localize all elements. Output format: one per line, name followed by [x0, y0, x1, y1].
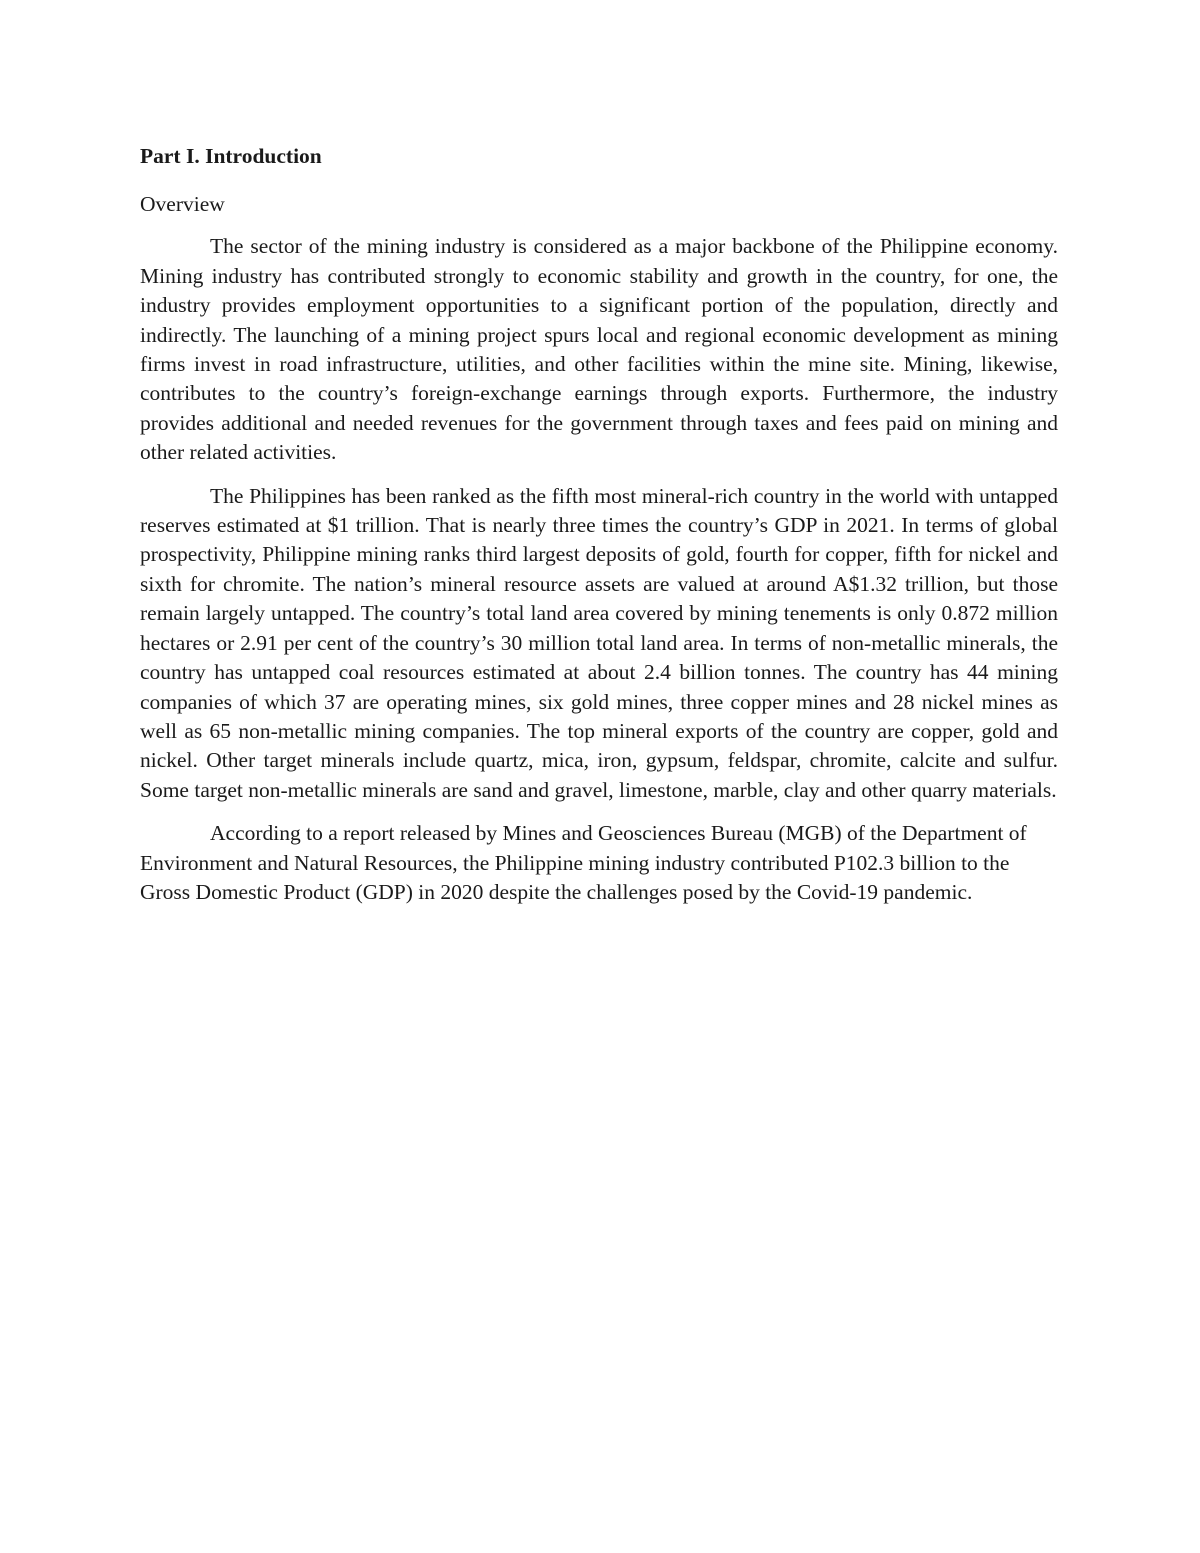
paragraph-mgb-report: According to a report released by Mines and Geosciences Bureau (MGB) of the Department of Environment and Natural Resources, the Philippine mining industry contributed P102.3 billion to the Gross Domestic Product (GDP) in 2020 despite the challenges posed by the Covid-19 pandemic. — [140, 821, 1027, 904]
section-heading: Part I. Introduction — [140, 144, 322, 168]
section-subheading: Overview — [140, 192, 225, 216]
paragraph-mineral-resources: The Philippines has been ranked as the fifth most mineral-rich country in the world with untapped reserves estimated at $1 trillion. That is nearly three times the country’s GDP in 2021. In terms of global prospectivity, Philippine mining ranks third largest deposits of gold, fourth for copper, fifth for nickel and sixth for chromite. The nation’s mineral resource assets are valued at around A$1.32 trillion, but those remain largely untapped. The country’s total land area covered by mining tenements is only 0.872 million hectares or 2.91 per cent of the country’s 30 million total land area. In terms of non-metallic minerals, the country has untapped coal resources estimated at about 2.4 billion tonnes. The country has 44 mining companies of which 37 are operating mines, six gold mines, three copper mines and 28 nickel mines as well as 65 non-metallic mining companies. The top mineral exports of the country are copper, gold and nickel. Other target minerals include quartz, mica, iron, gypsum, feldspar, chromite, calcite and sulfur. Some target non-metallic minerals are sand and gravel, limestone, marble, clay and other quarry materials. — [140, 483, 1058, 802]
document-page — [140, 136, 1058, 921]
paragraph-mining-backbone: The sector of the mining industry is considered as a major backbone of the Philippine economy. Mining industry has contributed strongly to economic stability and growth in the country, for one, the industry provides employment opportunities to a significant portion of the population, directly and indirectly. The launching of a mining project spurs local and regional economic development as mining firms invest in road infrastructure, utilities, and other facilities within the mine site. Mining, likewise, contributes to the country’s foreign-exchange earnings through exports. Furthermore, the industry provides additional and needed revenues for the government through taxes and fees paid on mining and other related activities. — [140, 234, 1058, 465]
